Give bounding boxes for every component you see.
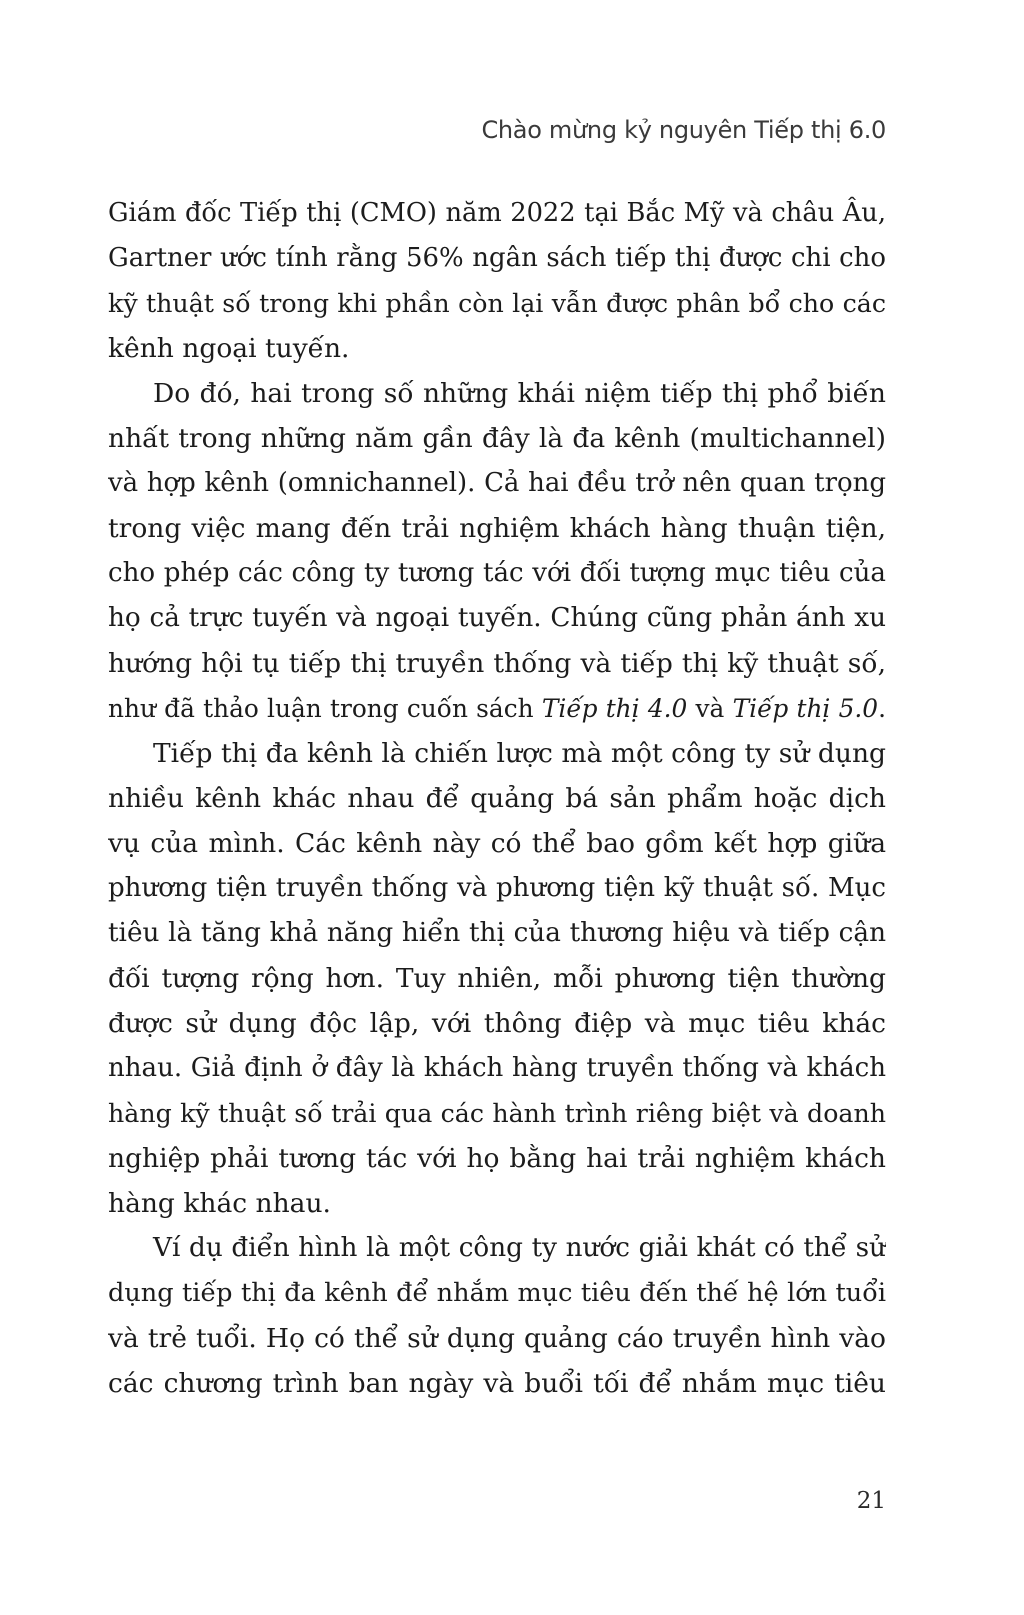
text-line: được sử dụng độc lập, với thông điệp và mục tiêu khác bbox=[108, 1008, 886, 1039]
text-line: hướng hội tụ tiếp thị truyền thống và tiếp thị kỹ thuật số, bbox=[108, 648, 886, 679]
page-number: 21 bbox=[856, 1488, 886, 1514]
text-line: trong việc mang đến trải nghiệm khách hàng thuận tiện, bbox=[108, 513, 886, 544]
text-line: cho phép các công ty tương tác với đối tượng mục tiêu của bbox=[108, 558, 886, 588]
text-line: nhiều kênh khác nhau để quảng bá sản phẩm hoặc dịch bbox=[108, 783, 886, 814]
text-line: nhau. Giả định ở đây là khách hàng truyền thống và khách bbox=[108, 1053, 886, 1083]
text-line: tiêu là tăng khả năng hiển thị của thương hiệu và tiếp cận bbox=[108, 918, 886, 948]
text-run: như đã thảo luận trong cuốn sách bbox=[108, 694, 542, 723]
text-line: Giám đốc Tiếp thị (CMO) năm 2022 tại Bắc Mỹ và châu Âu, bbox=[108, 198, 886, 228]
text-line: các chương trình ban ngày và buổi tối để nhắm mục tiêu bbox=[108, 1368, 886, 1399]
text-line: Gartner ước tính rằng 56% ngân sách tiếp thị được chi cho bbox=[108, 243, 886, 273]
running-header: Chào mừng kỷ nguyên Tiếp thị 6.0 bbox=[481, 116, 886, 144]
paragraph bbox=[108, 1226, 886, 1406]
text-line: đối tượng rộng hơn. Tuy nhiên, mỗi phương tiện thường bbox=[108, 963, 886, 994]
text-run: . bbox=[878, 694, 886, 723]
text-line: Ví dụ điển hình là một công ty nước giải khát có thể sử bbox=[153, 1233, 886, 1263]
text-line: và hợp kênh (omnichannel). Cả hai đều trở nên quan trọng bbox=[108, 468, 886, 498]
text-line: dụng tiếp thị đa kênh để nhắm mục tiêu đến thế hệ lớn tuổi bbox=[108, 1278, 886, 1308]
text-line: Do đó, hai trong số những khái niệm tiếp thị phổ biến bbox=[153, 378, 886, 409]
text-line: nghiệp phải tương tác với họ bằng hai trải nghiệm khách bbox=[108, 1143, 886, 1174]
text-line: và trẻ tuổi. Họ có thể sử dụng quảng cáo truyền hình vào bbox=[108, 1323, 886, 1354]
book-title: Tiếp thị 5.0 bbox=[732, 694, 879, 723]
text-line: vụ của mình. Các kênh này có thể bao gồm kết hợp giữa bbox=[108, 828, 886, 859]
text-line-with-book-titles bbox=[108, 686, 886, 731]
text-line: hàng khác nhau. bbox=[108, 1188, 331, 1219]
paragraph bbox=[108, 371, 886, 731]
text-line: họ cả trực tuyến và ngoại tuyến. Chúng cũng phản ánh xu bbox=[108, 603, 886, 633]
book-title: Tiếp thị 4.0 bbox=[541, 694, 688, 723]
text-run: và bbox=[687, 694, 733, 723]
text-line: hàng kỹ thuật số trải qua các hành trình riêng biệt và doanh bbox=[108, 1099, 886, 1128]
paragraph bbox=[108, 731, 886, 1226]
text-line: Tiếp thị đa kênh là chiến lược mà một công ty sử dụng bbox=[153, 738, 886, 769]
paragraph bbox=[108, 191, 886, 371]
text-line: kỹ thuật số trong khi phần còn lại vẫn được phân bổ cho các bbox=[108, 289, 886, 318]
body-text bbox=[108, 191, 886, 1406]
text-line: nhất trong những năm gần đây là đa kênh (multichannel) bbox=[108, 423, 886, 454]
text-line: phương tiện truyền thống và phương tiện kỹ thuật số. Mục bbox=[108, 873, 886, 903]
text-line: kênh ngoại tuyến. bbox=[108, 333, 350, 364]
